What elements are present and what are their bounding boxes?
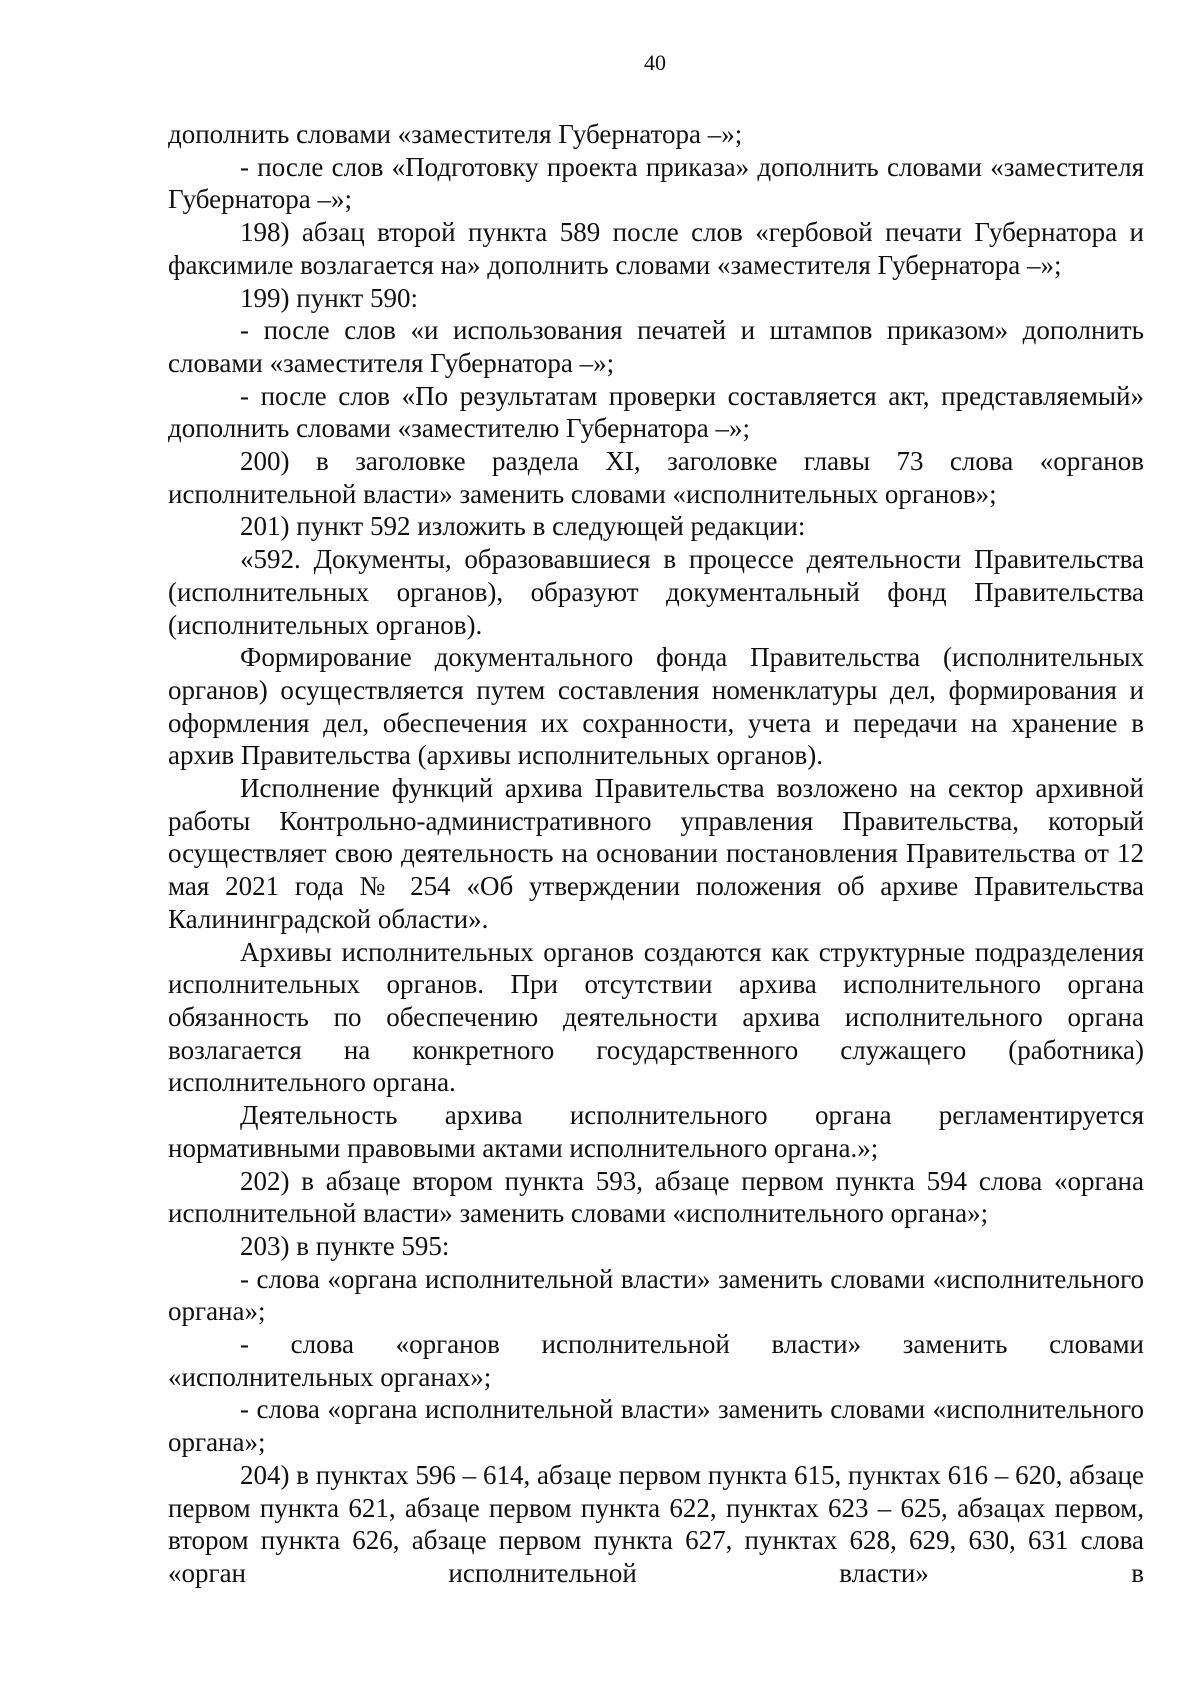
- paragraph: «592. Документы, образовавшиеся в процессе деятельности Правительства (исполнительных органов), образуют документальный фонд Правительства (исполнительных органов).: [168, 544, 1144, 640]
- paragraph: - слова «органов исполнительной власти» заменить словами «исполнительных органах»;: [168, 1329, 1144, 1392]
- paragraph: Исполнение функций архива Правительства возложено на сектор архивной работы Контрольно-административного управления Правительства, который осуществляет свою деятельность на основании постановления Правительства от 12 мая 2021 года № 254 «Об утверждении положения об архиве Правительства Калининградской области».: [168, 773, 1144, 934]
- paragraph: - после слов «По результатам проверки составляется акт, представляемый» дополнить словами «заместителю Губернатора –»;: [168, 380, 1144, 444]
- paragraph: 202) в абзаце втором пункта 593, абзаце первом пункта 594 слова «органа исполнительной власти» заменить словами «исполнительного органа»;: [168, 1165, 1144, 1229]
- paragraph: 199) пункт 590:: [240, 282, 418, 313]
- page-number: 40: [644, 50, 666, 75]
- paragraph: - слова «органа исполнительной власти» заменить словами «исполнительного органа»;: [168, 1263, 1144, 1327]
- paragraph: Деятельность архива исполнительного органа регламентируется нормативными правовыми актами исполнительного органа.»;: [168, 1100, 1144, 1163]
- document-body: [168, 118, 1144, 1590]
- paragraph: 198) абзац второй пункта 589 после слов «гербовой печати Губернатора и факсимиле возлагается на» дополнить словами «заместителя Губернатора –»;: [168, 217, 1144, 280]
- paragraph: 204) в пунктах 596 – 614, абзаце первом пункта 615, пунктах 616 – 620, абзаце первом пункта 621, абзаце первом пункта 622, пунктах 623 – 625, абзацах первом, втором пункта 626, абзаце первом пункта 627, пунктах 628, 629, 630, 631 слова «орган исполнительной власти» в: [168, 1459, 1144, 1588]
- paragraph: 201) пункт 592 изложить в следующей редакции:: [240, 511, 806, 542]
- paragraph: Архивы исполнительных органов создаются как структурные подразделения исполнительных органов. При отсутствии архива исполнительного органа обязанность по обеспечению деятельности архива исполнительного органа возлагается на конкретного государственного служащего (работника) исполнительного органа.: [168, 936, 1144, 1098]
- paragraph: 203) в пункте 595:: [240, 1230, 450, 1261]
- paragraph: Формирование документального фонда Правительства (исполнительных органов) осуществляется путем составления номенклатуры дел, формирования и оформления дел, обеспечения их сохранности, учета и передачи на хранение в архив Правительства (архивы исполнительных органов).: [168, 642, 1144, 771]
- paragraph: - после слов «и использования печатей и штампов приказом» дополнить словами «заместителя Губернатора –»;: [168, 315, 1144, 378]
- paragraph: - после слов «Подготовку проекта приказа» дополнить словами «заместителя Губернатора –»;: [168, 151, 1144, 215]
- paragraph: - слова «органа исполнительной власти» заменить словами «исполнительного органа»;: [168, 1394, 1144, 1458]
- paragraph: дополнить словами «заместителя Губернатора –»;: [168, 119, 743, 149]
- paragraph: 200) в заголовке раздела XI, заголовке главы 73 слова «органов исполнительной власти» заменить словами «исполнительных органов»;: [168, 446, 1144, 509]
